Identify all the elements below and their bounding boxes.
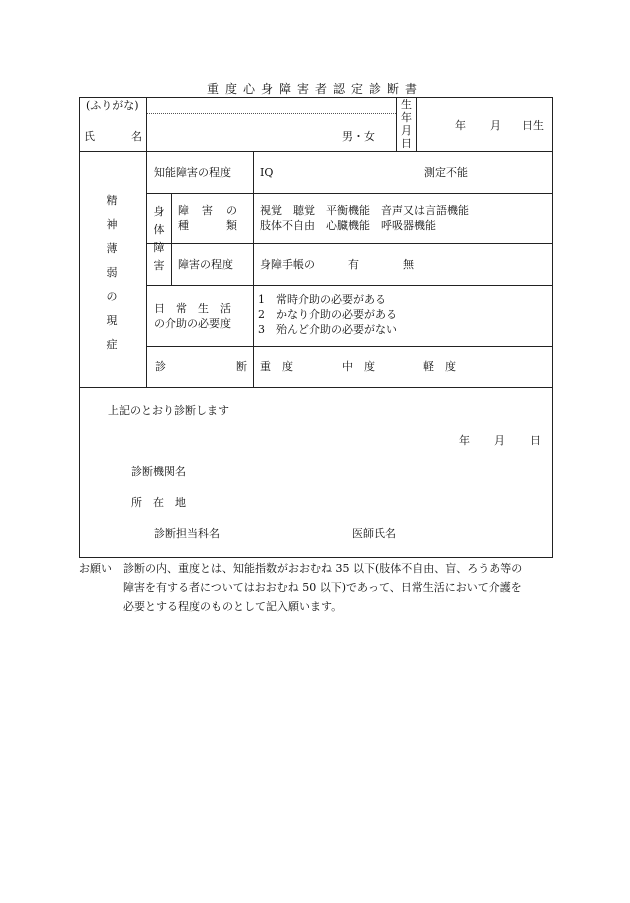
type-label-second: 種 類 xyxy=(178,219,238,232)
severity-moderate[interactable]: 中 度 xyxy=(342,360,375,373)
col-divider xyxy=(416,97,417,151)
col-divider xyxy=(253,151,254,387)
type-label-first: 障 害 の xyxy=(178,204,238,217)
furigana-label: (ふりがな) xyxy=(86,99,139,112)
certification-statement: 上記のとおり診断します xyxy=(108,404,229,417)
section-label-5: の xyxy=(106,290,118,303)
row-divider xyxy=(146,346,552,347)
institution-field[interactable] xyxy=(200,461,530,481)
birth-year-label: 年 xyxy=(455,119,466,132)
degree-label: 障害の程度 xyxy=(178,258,233,271)
doctor-field[interactable] xyxy=(410,523,540,543)
iq-label: IQ xyxy=(260,166,274,179)
section-label-3: 薄 xyxy=(106,242,118,255)
physical-label-1: 身 xyxy=(153,205,165,218)
section-label-2: 神 xyxy=(106,218,118,231)
physical-label-4: 害 xyxy=(153,259,165,272)
name-label-second: 名 xyxy=(131,130,142,143)
section-label-6: 現 xyxy=(106,314,118,327)
handbook-choice[interactable]: 身障手帳の 有 無 xyxy=(260,258,414,271)
name-field[interactable] xyxy=(148,116,338,149)
section-label-4: 弱 xyxy=(106,266,118,279)
care-option-1[interactable]: 1 常時介助の必要がある xyxy=(258,293,386,306)
care-option-2[interactable]: 2 かなり介助の必要がある xyxy=(258,308,397,321)
severity-mild[interactable]: 軽 度 xyxy=(423,360,456,373)
note-line-2: 障害を有する者についてはおおむね 50 以下)であって、日常生活において介護を xyxy=(123,581,522,594)
severity-severe[interactable]: 重 度 xyxy=(260,360,293,373)
diagnosis-label-second: 断 xyxy=(236,360,247,373)
department-label: 診断担当科名 xyxy=(154,527,220,540)
note-line-3: 必要とする程度のものとして記入願います。 xyxy=(123,600,343,613)
care-label-first: 日 常 生 活 xyxy=(154,302,231,315)
date-day-label: 日 xyxy=(530,434,541,447)
birth-label-3: 月 xyxy=(401,124,412,137)
birth-label-1: 生 xyxy=(401,98,412,111)
col-divider xyxy=(396,97,397,151)
sex-choice[interactable]: 男・女 xyxy=(342,130,375,143)
page-title: 重度心身障害者認定診断書 xyxy=(206,82,423,96)
institution-label: 診断機関名 xyxy=(131,465,186,478)
doctor-label: 医師氏名 xyxy=(352,527,396,540)
diagnosis-label-first: 診 xyxy=(155,360,166,373)
col-divider xyxy=(171,193,172,285)
disability-types-line2[interactable]: 肢体不自由 心臓機能 呼吸器機能 xyxy=(260,219,436,232)
care-label-second: の介助の必要度 xyxy=(154,317,231,330)
care-option-3[interactable]: 3 殆んど介助の必要がない xyxy=(258,323,397,336)
section-label-1: 精 xyxy=(106,194,118,207)
birth-label-2: 年 xyxy=(401,111,412,124)
address-label: 所 在 地 xyxy=(131,496,186,509)
date-year-label: 年 xyxy=(459,434,470,447)
note-label: お願い xyxy=(79,562,112,575)
row-divider xyxy=(146,285,552,286)
disability-types-line1[interactable]: 視覚 聴覚 平衡機能 音声又は言語機能 xyxy=(260,204,469,217)
physical-label-3: 障 xyxy=(153,241,165,254)
note-line-1: 診断の内、重度とは、知能指数がおおむね 35 以下(肢体不自由、盲、ろうあ等の xyxy=(123,562,523,575)
row-divider xyxy=(79,151,552,152)
physical-label-2: 体 xyxy=(153,223,165,236)
address-field[interactable] xyxy=(200,492,530,512)
furigana-divider xyxy=(146,113,396,114)
iq-field[interactable] xyxy=(278,162,418,182)
furigana-field[interactable] xyxy=(148,99,394,112)
department-field[interactable] xyxy=(230,523,340,543)
unmeasurable-option[interactable]: 測定不能 xyxy=(424,166,468,179)
birth-month-label: 月 xyxy=(490,119,501,132)
birth-day-label: 日生 xyxy=(522,119,544,132)
row-divider xyxy=(146,193,552,194)
col-divider xyxy=(146,97,147,387)
date-month-label: 月 xyxy=(494,434,505,447)
row-divider xyxy=(79,387,552,388)
intellect-label: 知能障害の程度 xyxy=(154,166,231,179)
section-label-7: 症 xyxy=(106,338,118,351)
name-label-first: 氏 xyxy=(84,130,95,143)
birth-label-4: 日 xyxy=(401,137,412,150)
row-divider xyxy=(146,243,552,244)
